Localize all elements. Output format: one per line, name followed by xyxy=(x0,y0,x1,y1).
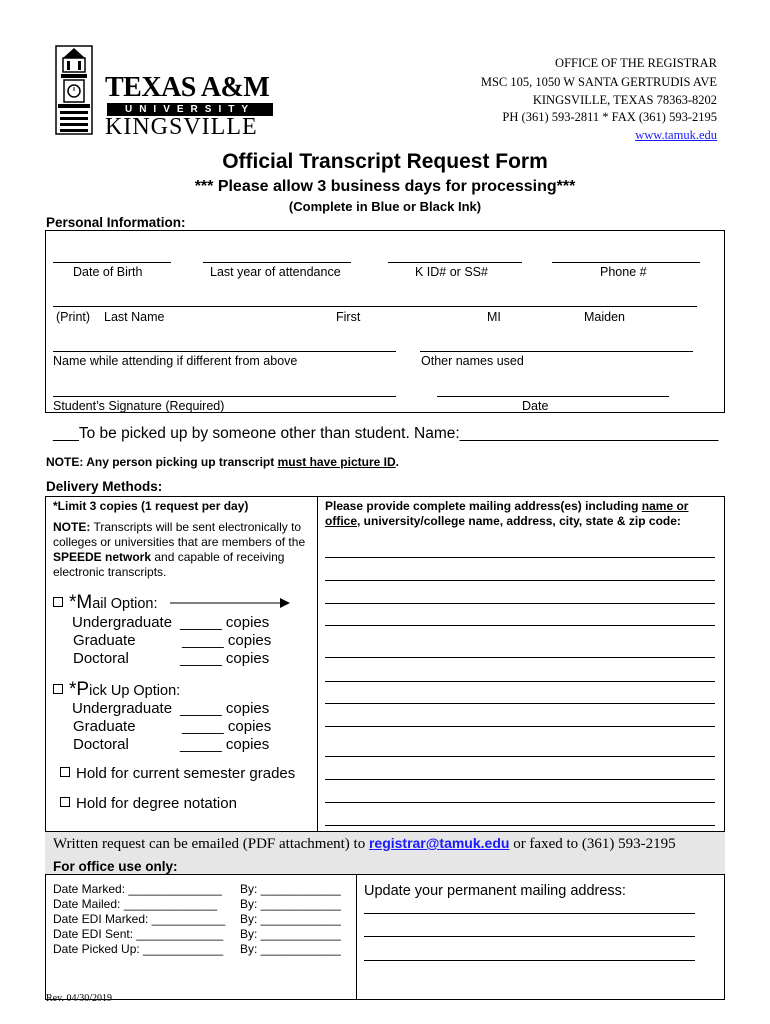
logo-line2: UNIVERSITY xyxy=(107,103,273,116)
office-use-heading: For office use only: xyxy=(53,859,178,874)
registrar-email-link[interactable]: registrar@tamuk.edu xyxy=(368,835,510,851)
mailing-address-line[interactable] xyxy=(325,681,715,682)
mailing-address-line[interactable] xyxy=(325,756,715,757)
logo-line1: TEXAS A&M xyxy=(105,72,270,103)
mailing-address-line[interactable] xyxy=(325,603,715,604)
form-title: Official Transcript Request Form xyxy=(222,150,548,173)
date-label: Date xyxy=(522,399,549,413)
kid-label: K ID# or SS# xyxy=(415,265,488,279)
pickup-option-checkbox[interactable] xyxy=(53,684,63,694)
date-edi-sent: Date EDI Sent: _____________ xyxy=(53,927,224,941)
date-edi-sent-by: By: ____________ xyxy=(240,927,341,941)
arrow-right-icon xyxy=(168,597,292,609)
mailing-address-line[interactable] xyxy=(325,726,715,727)
processing-notice: *** Please allow 3 business days for processing*** xyxy=(194,178,576,195)
kid-field[interactable] xyxy=(388,262,522,263)
other-names-label: Other names used xyxy=(421,354,524,368)
mail-option[interactable]: *Mail Option: xyxy=(53,592,158,614)
email-instruction: Written request can be emailed (PDF attachment) to registrar@tamuk.edu or faxed to (361) 593-2195 xyxy=(53,835,676,852)
signature-field[interactable] xyxy=(53,396,396,397)
mailing-address-line[interactable] xyxy=(325,802,715,803)
mail-doctoral-copies[interactable]: _____ copies xyxy=(180,650,270,667)
mail-doctoral-label: Doctoral xyxy=(73,650,129,667)
date-picked-up-by: By: ____________ xyxy=(240,942,341,956)
last-year-field[interactable] xyxy=(203,262,351,263)
last-name-label: Last Name xyxy=(104,310,165,324)
mailing-address-line[interactable] xyxy=(325,657,715,658)
update-address-line[interactable] xyxy=(364,936,695,937)
logo-line3: KINGSVILLE xyxy=(105,114,258,140)
pickup-undergrad-label: Undergraduate xyxy=(72,700,173,717)
pickup-grad-copies[interactable]: _____ copies xyxy=(182,718,272,735)
office-address: MSC 105, 1050 W SANTA GERTRUDIS AVE xyxy=(480,75,717,89)
revision-date: Rev. 04/30/2019 xyxy=(46,993,113,1004)
mail-undergrad-copies[interactable]: _____ copies xyxy=(180,614,270,631)
office-use-divider xyxy=(356,874,357,1000)
mailing-address-line[interactable] xyxy=(325,825,715,826)
first-name-label: First xyxy=(336,310,361,324)
update-address-label: Update your permanent mailing address: xyxy=(364,883,626,899)
pickup-undergrad-copies[interactable]: _____ copies xyxy=(180,700,270,717)
other-names-field[interactable] xyxy=(420,351,693,352)
hold-degree-checkbox[interactable] xyxy=(60,797,70,807)
personal-info-heading: Personal Information: xyxy=(46,215,186,230)
mail-grad-copies[interactable]: _____ copies xyxy=(182,632,272,649)
mailing-instructions: Please provide complete mailing address(es) including name or office, university/college name, address, city, state & zip code: xyxy=(325,499,689,528)
hold-semester-option[interactable]: Hold for current semester grades xyxy=(60,765,295,782)
date-mailed: Date Mailed: ______________ xyxy=(53,897,218,911)
name-field[interactable] xyxy=(53,306,697,307)
date-edi-marked: Date EDI Marked: ___________ xyxy=(53,912,226,926)
limit-note: *Limit 3 copies (1 request per day) xyxy=(53,499,249,513)
hold-degree-option[interactable]: Hold for degree notation xyxy=(60,795,237,812)
delivery-heading: Delivery Methods: xyxy=(46,479,163,494)
date-mailed-by: By: ____________ xyxy=(240,897,341,911)
office-city: KINGSVILLE, TEXAS 78363-8202 xyxy=(532,93,717,107)
mailing-address-line[interactable] xyxy=(325,580,715,581)
date-marked-by: By: ____________ xyxy=(240,882,341,896)
phone-label: Phone # xyxy=(600,265,647,279)
pickup-doctoral-label: Doctoral xyxy=(73,736,129,753)
mailing-address-line[interactable] xyxy=(325,779,715,780)
name-while-label: Name while attending if different from above xyxy=(53,354,298,368)
office-name: OFFICE OF THE REGISTRAR xyxy=(555,56,717,70)
print-label: (Print) xyxy=(56,310,91,324)
maiden-label: Maiden xyxy=(584,310,625,324)
date-edi-marked-by: By: ____________ xyxy=(240,912,341,926)
pickup-option[interactable]: *Pick Up Option: xyxy=(53,679,180,701)
dob-label: Date of Birth xyxy=(73,265,143,279)
mail-option-checkbox[interactable] xyxy=(53,597,63,607)
hold-semester-checkbox[interactable] xyxy=(60,767,70,777)
update-address-line[interactable] xyxy=(364,960,695,961)
website-link[interactable]: www.tamuk.edu xyxy=(635,128,717,142)
signature-date-field[interactable] xyxy=(437,396,669,397)
update-address-line[interactable] xyxy=(364,913,695,914)
signature-label: Student’s Signature (Required) xyxy=(53,399,225,413)
pickup-grad-label: Graduate xyxy=(73,718,136,735)
mi-label: MI xyxy=(487,310,501,324)
mailing-address-line[interactable] xyxy=(325,703,715,704)
date-marked: Date Marked: ______________ xyxy=(53,882,222,896)
dob-field[interactable] xyxy=(53,262,171,263)
phone-field[interactable] xyxy=(552,262,700,263)
pickup-other-line[interactable]: ___To be picked up by someone other than student. Name:______________________________ xyxy=(53,425,719,442)
pickup-doctoral-copies[interactable]: _____ copies xyxy=(180,736,270,753)
name-while-field[interactable] xyxy=(53,351,396,352)
mailing-address-line[interactable] xyxy=(325,557,715,558)
ink-note: (Complete in Blue or Black Ink) xyxy=(288,199,482,214)
mail-grad-label: Graduate xyxy=(73,632,136,649)
picture-id-note: NOTE: Any person picking up transcript must have picture ID. xyxy=(46,455,399,469)
university-logo xyxy=(45,44,275,140)
date-picked-up: Date Picked Up: ____________ xyxy=(53,942,224,956)
mailing-address-line[interactable] xyxy=(325,625,715,626)
office-phone-fax: PH (361) 593-2811 * FAX (361) 593-2195 xyxy=(502,110,717,124)
mail-undergrad-label: Undergraduate xyxy=(72,614,173,631)
electronic-note: NOTE: Transcripts will be sent electronically to colleges or universities that are members of the SPEEDE network and capable of receiving electronic transcripts. xyxy=(53,520,306,579)
last-year-label: Last year of attendance xyxy=(210,265,341,279)
delivery-divider xyxy=(317,496,318,832)
